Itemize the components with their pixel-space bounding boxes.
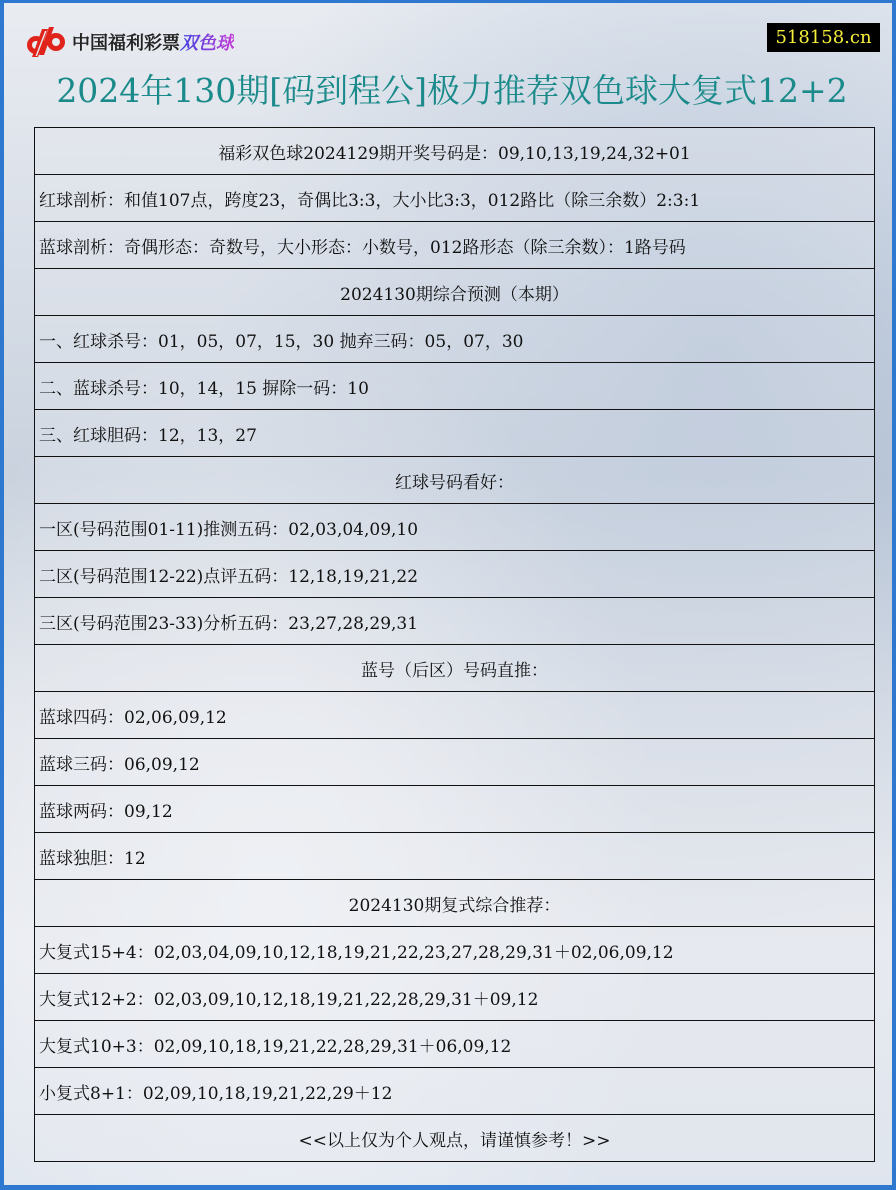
- prediction-table: [34, 127, 875, 1162]
- table-row: [35, 175, 875, 222]
- disclaimer-cell: <<以上仅为个人观点，请谨慎参考！>>: [35, 1115, 875, 1162]
- table-row: [35, 833, 875, 880]
- combo-10-3-cell: 大复式10+3：02,09,10,18,19,21,22,28,29,31＋06,09,12: [35, 1021, 875, 1068]
- combo-12-2-cell: 大复式12+2：02,03,09,10,12,18,19,21,22,28,29,31＋09,12: [35, 974, 875, 1021]
- table-row: [35, 927, 875, 974]
- section-heading: 蓝号（后区）号码直推：: [35, 645, 875, 692]
- table-row: [35, 739, 875, 786]
- section-heading: 2024130期综合预测（本期）: [35, 269, 875, 316]
- zone-2-cell: 二区(号码范围12-22)点评五码：12,18,19,21,22: [35, 551, 875, 598]
- table-row: [35, 410, 875, 457]
- section-heading: 红球号码看好：: [35, 457, 875, 504]
- table-row: [35, 504, 875, 551]
- blue-three-cell: 蓝球三码：06,09,12: [35, 739, 875, 786]
- table-row: [35, 269, 875, 316]
- table-row: [35, 551, 875, 598]
- table-row: [35, 974, 875, 1021]
- blue-kill-cell: 二、蓝球杀号：10，14，15 摒除一码：10: [35, 363, 875, 410]
- blue-single-cell: 蓝球独胆：12: [35, 833, 875, 880]
- table-row: [35, 1021, 875, 1068]
- table-row: [35, 363, 875, 410]
- section-heading: 2024130期复式综合推荐：: [35, 880, 875, 927]
- table-row: [35, 692, 875, 739]
- table-row: [35, 598, 875, 645]
- table-row: [35, 645, 875, 692]
- cwl-logo-icon: [24, 25, 68, 59]
- blue-analysis-cell: 蓝球剖析：奇偶形态：奇数号，大小形态：小数号，012路形态（除三余数）：1路号码: [35, 222, 875, 269]
- logo-text: 中国福利彩票: [72, 33, 180, 54]
- combo-15-4-cell: 大复式15+4：02,03,04,09,10,12,18,19,21,22,23,27,28,29,31＋02,06,09,12: [35, 927, 875, 974]
- blue-two-cell: 蓝球两码：09,12: [35, 786, 875, 833]
- table-row: [35, 1115, 875, 1162]
- table-row: [35, 316, 875, 363]
- table-row: [35, 786, 875, 833]
- draw-result-cell: 福彩双色球2024129期开奖号码是：09,10,13,19,24,32+01: [35, 128, 875, 175]
- table-row: [35, 880, 875, 927]
- red-dan-cell: 三、红球胆码：12，13，27: [35, 410, 875, 457]
- table-row: [35, 128, 875, 175]
- table-row: [35, 457, 875, 504]
- site-badge: 518158.cn: [767, 23, 880, 52]
- table-row: [35, 1068, 875, 1115]
- page-title: 2024年130期[码到程公]极力推荐双色球大复式12+2: [56, 71, 848, 110]
- zone-1-cell: 一区(号码范围01-11)推测五码：02,03,04,09,10: [35, 504, 875, 551]
- combo-8-1-cell: 小复式8+1：02,09,10,18,19,21,22,29＋12: [35, 1068, 875, 1115]
- table-row: [35, 222, 875, 269]
- lottery-logo: [24, 25, 234, 59]
- red-analysis-cell: 红球剖析：和值107点，跨度23，奇偶比3:3，大小比3:3，012路比（除三余数）2:3:1: [35, 175, 875, 222]
- zone-3-cell: 三区(号码范围23-33)分析五码：23,27,28,29,31: [35, 598, 875, 645]
- red-kill-cell: 一、红球杀号：01，05，07，15，30 抛弃三码：05，07，30: [35, 316, 875, 363]
- blue-four-cell: 蓝球四码：02,06,09,12: [35, 692, 875, 739]
- logo-accent-text: 双色球: [180, 29, 234, 55]
